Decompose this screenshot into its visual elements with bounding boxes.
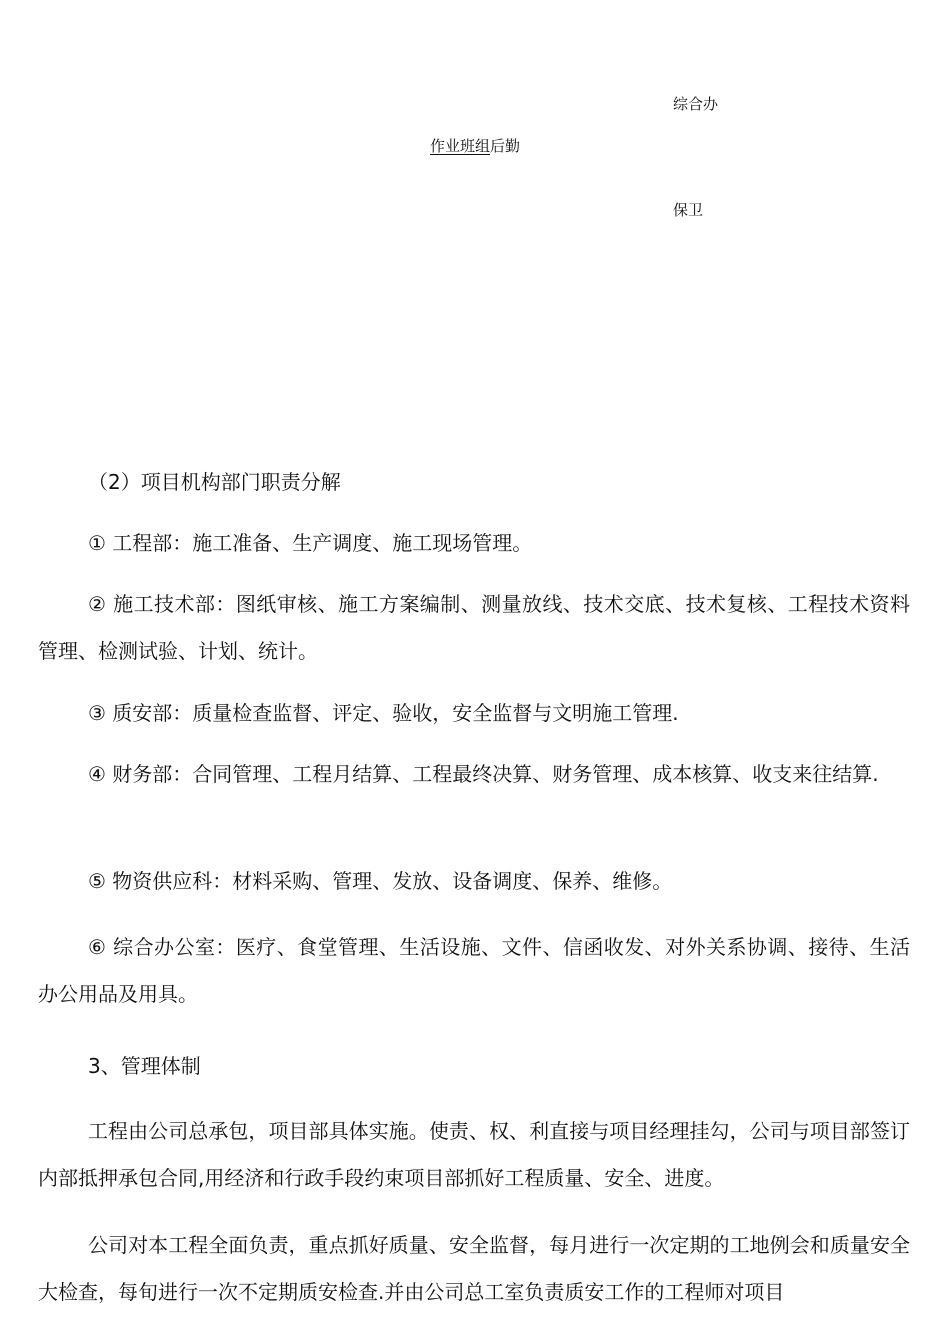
duty-item-finance: ④ 财务部：合同管理、工程月结算、工程最终决算、财务管理、成本核算、收支来往结算.	[88, 762, 879, 786]
duty-item-general-office: ⑥ 综合办公室：医疗、食堂管理、生活设施、文件、信函收发、对外关系协调、接待、生活办公用品及用具。	[38, 935, 910, 1006]
duty-item-engineering: ① 工程部：施工准备、生产调度、施工现场管理。	[88, 531, 533, 555]
org-label-teams-logistics	[430, 137, 520, 155]
org-label-general-office: 综合办	[673, 95, 719, 113]
section2-heading: （2）项目机构部门职责分解	[88, 470, 341, 494]
management-paragraph-1: 工程由公司总承包，项目部具体实施。使责、权、利直接与项目经理挂勾，公司与项目部签订内部抵押承包合同,用经济和行政手段约束项目部抓好工程质量、安全、进度。	[38, 1119, 910, 1190]
org-label-security: 保卫	[673, 201, 704, 219]
management-paragraph-2: 公司对本工程全面负责，重点抓好质量、安全监督，每月进行一次定期的工地例会和质量安全大检查，每旬进行一次不定期质安检查.并由公司总工室负责质安工作的工程师对项目	[38, 1233, 910, 1304]
section3-heading: 3、管理体制	[88, 1054, 201, 1078]
duty-item-quality-safety: ③ 质安部：质量检查监督、评定、验收，安全监督与文明施工管理.	[88, 701, 679, 725]
org-label-work-teams: 作业班组	[430, 137, 491, 155]
org-label-logistics: 后勤	[490, 137, 521, 155]
duty-item-technical: ② 施工技术部：图纸审核、施工方案编制、测量放线、技术交底、技术复核、工程技术资料管理、检测试验、计划、统计。	[38, 592, 910, 663]
duty-item-materials: ⑤ 物资供应科：材料采购、管理、发放、设备调度、保养、维修。	[88, 869, 673, 893]
